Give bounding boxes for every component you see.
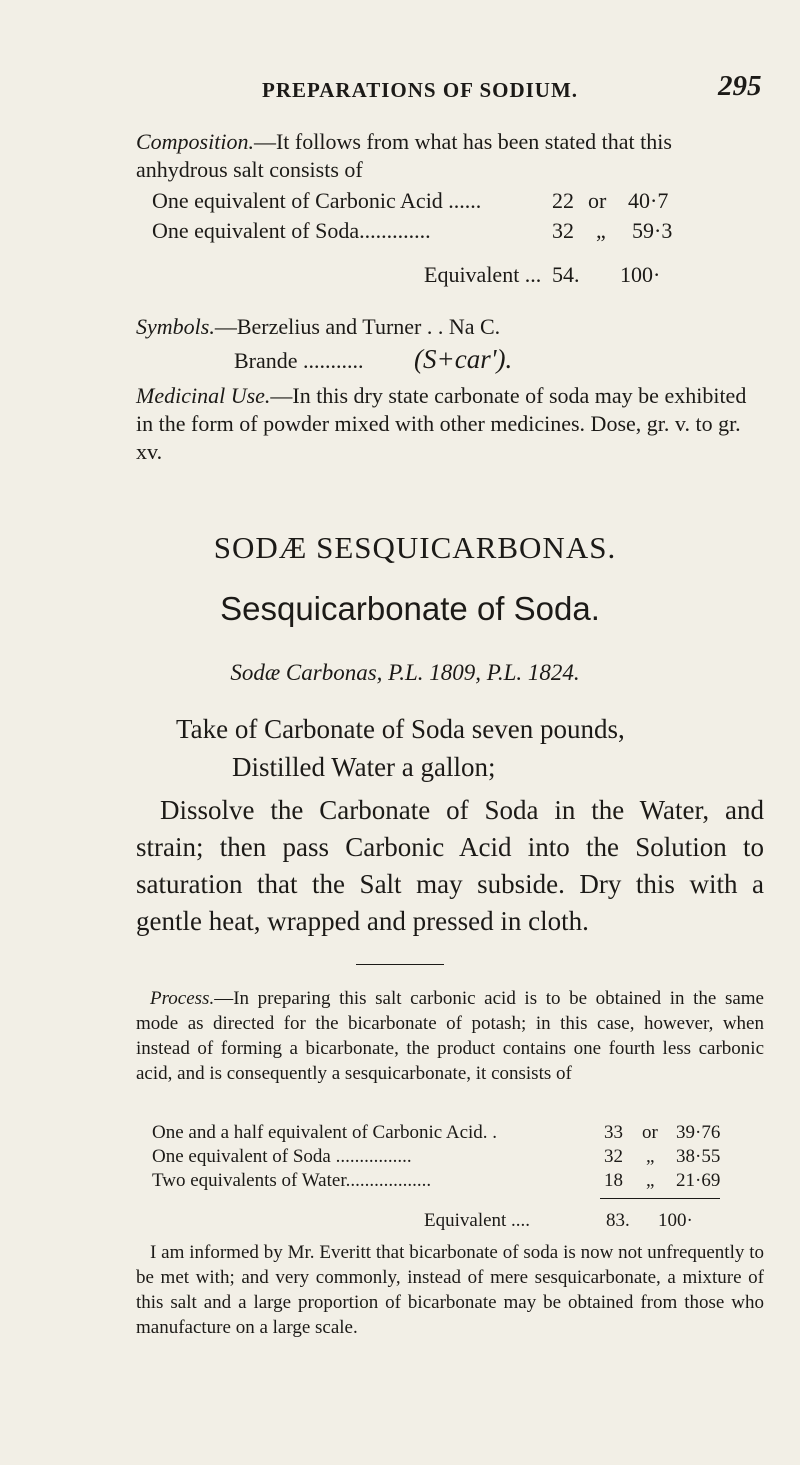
total-value-1: 54. [552, 262, 580, 287]
brande-line [234, 344, 513, 374]
brande-formula: (S+car'). [414, 344, 513, 374]
process-paragraph [136, 986, 764, 1086]
process-text: —In preparing this salt carbonic acid is to be obtained in the same mode as directed for the bicarbonate of potash; in this case, however, when instead of forming a bicarbonate, the product contains one fourth less carbonic acid, and is consequently a sesquicarbonate, it consists of [136, 988, 764, 1084]
row-value-2: 38·55 [676, 1146, 721, 1167]
row-sep: „ [646, 1146, 655, 1167]
composition-paragraph [136, 128, 764, 184]
brande-label: Brande ........... [234, 348, 364, 373]
row-value-2: 40·7 [628, 188, 669, 213]
row-value-1: 22 [552, 188, 574, 213]
row-label: Two equivalents of Water.................. [152, 1170, 432, 1191]
medicinal-text: —In this dry state carbonate of soda may be exhibited in the form of powder mixed with other medicines. Dose, gr. v. to gr. xv. [136, 383, 747, 464]
recipe-line-1: Take of Carbonate of Soda seven pounds, [176, 714, 625, 744]
medicinal-label: Medicinal Use. [136, 383, 271, 408]
table-sum-rule [600, 1198, 720, 1199]
row-value-1: 32 [552, 218, 574, 243]
composition-text: —It follows from what has been stated that this anhydrous salt consists of [136, 129, 672, 182]
row-sep: „ [646, 1170, 655, 1191]
total-value-2: 100· [620, 262, 661, 287]
total-value-1: 83. [606, 1210, 630, 1231]
row-value-1: 32 [604, 1146, 623, 1167]
total-value-2: 100· [658, 1210, 693, 1231]
composition-total [424, 262, 661, 288]
process-row [152, 1146, 721, 1168]
row-sep: or [642, 1122, 658, 1143]
english-title: Sesquicarbonate of Soda. [220, 590, 600, 627]
total-label: Equivalent .... [424, 1210, 531, 1231]
row-value-2: 59·3 [632, 218, 673, 243]
symbols-label: Symbols. [136, 314, 215, 339]
composition-row [152, 218, 673, 244]
pharmacopoeia-text: Sodæ Carbonas, P.L. 1809, P.L. 1824. [230, 660, 580, 685]
row-sep: „ [596, 218, 606, 243]
page-number: 295 [718, 70, 762, 102]
pharmacopoeia-line [0, 660, 800, 686]
row-value-1: 18 [604, 1170, 623, 1191]
symbols-text: —Berzelius and Turner . . Na C. [214, 314, 501, 339]
process-row [152, 1122, 721, 1144]
row-label: One and a half equivalent of Carbonic Acid. . [152, 1122, 498, 1143]
note-paragraph: I am informed by Mr. Everitt that bicarbonate of soda is now not unfrequently to be met with; and very commonly, instead of mere sesquicarbonate, a mixture of this salt and a large proportion of bicarbonate may be obtained from those who manufacture on a large scale. [136, 1242, 764, 1338]
process-total [424, 1210, 693, 1232]
row-value-1: 33 [604, 1122, 623, 1143]
symbols-line [136, 314, 500, 340]
section-divider [356, 964, 444, 965]
recipe-body: Dissolve the Carbonate of Soda in the Water, and strain; then pass Carbonic Acid into the Solution to saturation that the Salt may subside. Dry this with a gentle heat, wrapped and pressed in cloth. [136, 795, 764, 936]
composition-row [152, 188, 669, 214]
medicinal-paragraph [136, 382, 764, 466]
composition-label: Composition. [136, 129, 254, 154]
process-label: Process. [150, 988, 215, 1009]
row-sep: or [588, 188, 607, 213]
row-label: One equivalent of Carbonic Acid ...... [152, 188, 482, 213]
page-header [0, 70, 800, 110]
row-value-2: 39·76 [676, 1122, 721, 1143]
row-value-2: 21·69 [676, 1170, 721, 1191]
latin-title: SODÆ SESQUICARBONAS. [213, 530, 617, 565]
row-label: One equivalent of Soda............. [152, 218, 431, 243]
row-label: One equivalent of Soda ................ [152, 1146, 412, 1167]
total-label: Equivalent ... [424, 262, 542, 287]
process-row [152, 1170, 721, 1192]
running-head: PREPARATIONS OF SODIUM. [262, 78, 579, 102]
recipe-line-2: Distilled Water a gallon; [232, 752, 496, 782]
